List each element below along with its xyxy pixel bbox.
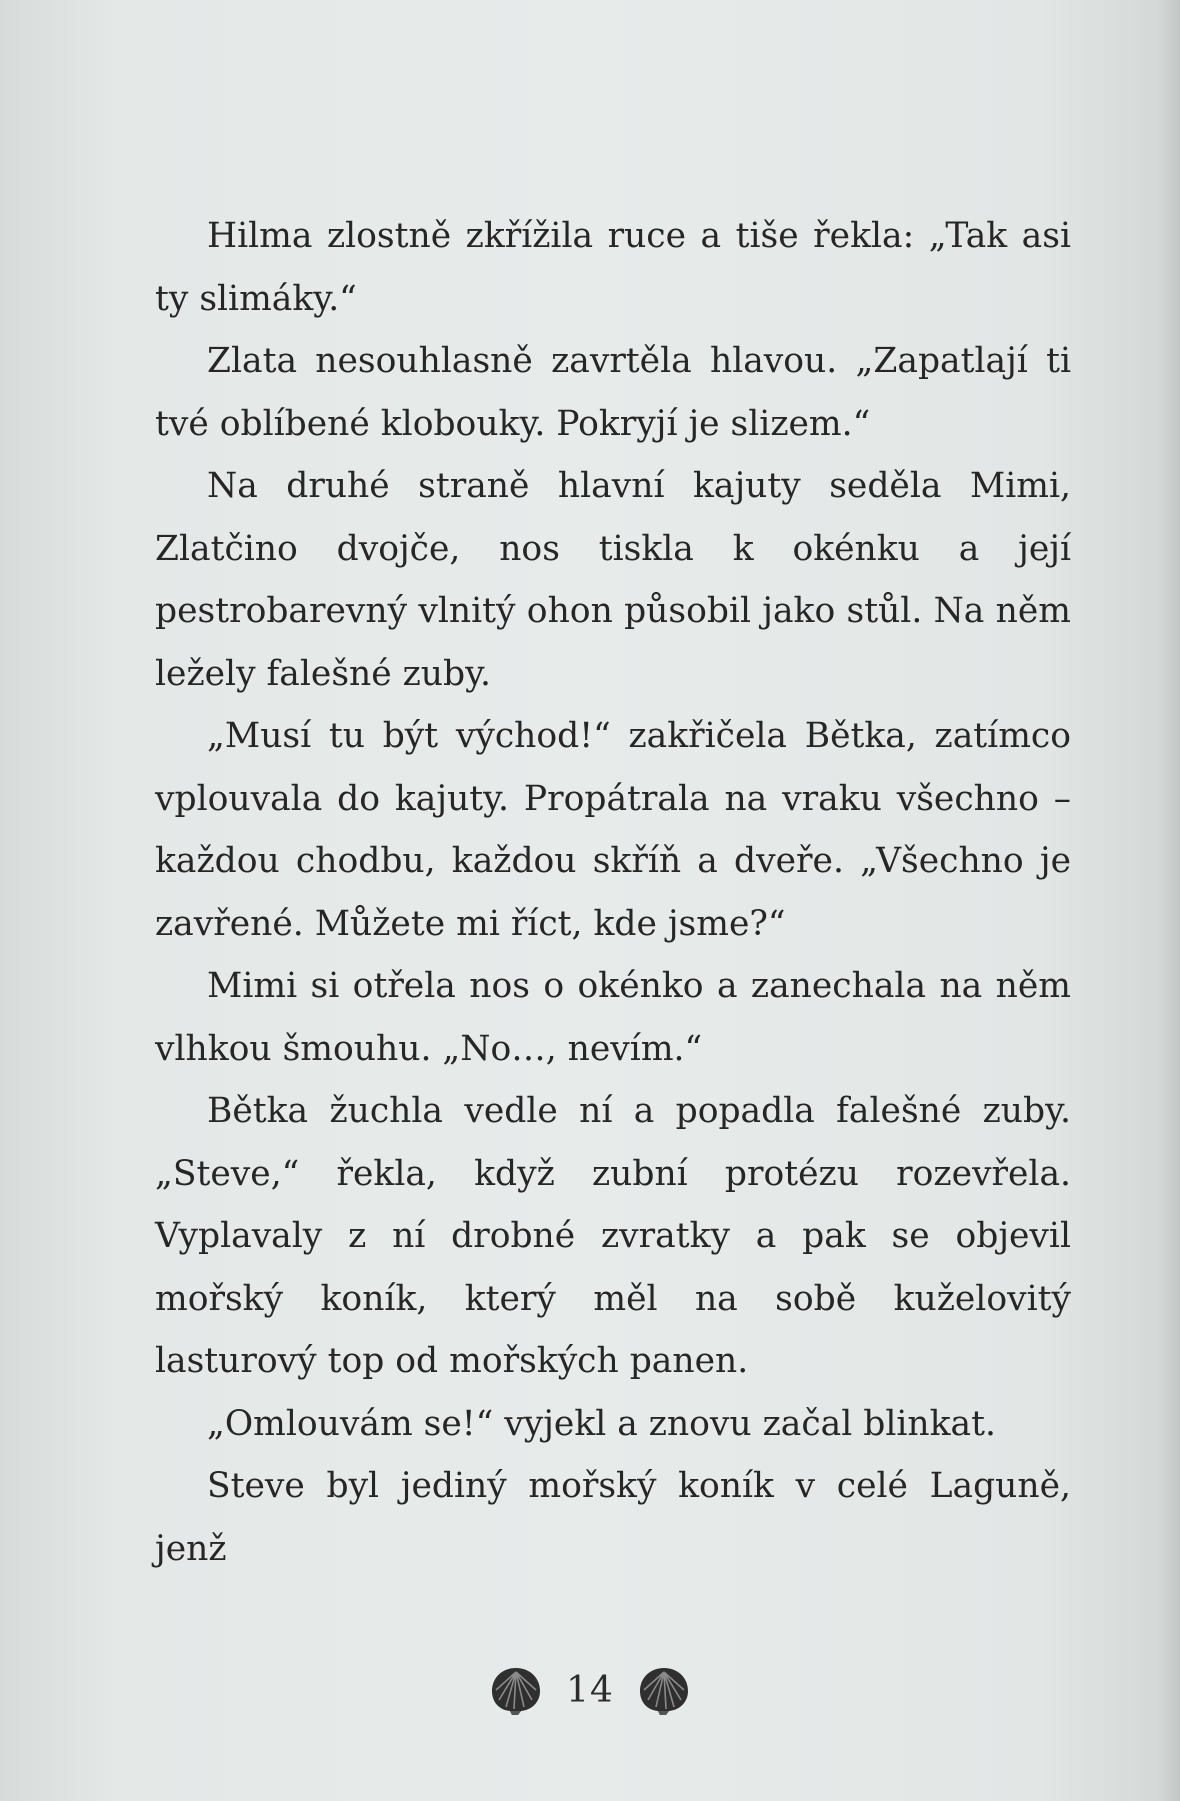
- shell-icon: [488, 1662, 544, 1718]
- paragraph: Mimi si otřela nos o okénko a zanechala na něm vlhkou šmouhu. „No…, nevím.“: [155, 966, 1071, 1069]
- paragraph: Na druhé straně hlavní kajuty seděla Mimi, Zlatčino dvojče, nos tiskla k okénku a její pestrobarevný vlnitý ohon působil jako stůl. Na něm ležely falešné zuby.: [155, 466, 1071, 694]
- page-footer: [0, 1655, 1180, 1725]
- paragraph: „Musí tu být východ!“ zakřičela Bětka, zatímco vplouvala do kajuty. Propátrala na vraku všechno – každou chodbu, každou skříň a dveře. „Všechno je zavřené. Můžete mi říct, kde jsme?“: [155, 716, 1071, 944]
- paragraph: „Omlouvám se!“ vyjekl a znovu začal blinkat.: [207, 1403, 996, 1444]
- page-number: 14: [566, 1669, 614, 1711]
- paragraph: Bětka žuchla vedle ní a popadla falešné zuby. „Steve,“ řekla, když zubní protézu rozevřela. Vyplavaly z ní drobné zvratky a pak se objevil mořský koník, který měl na sobě kuželovitý lasturový top od mořských panen.: [155, 1091, 1071, 1381]
- body-text: [155, 205, 1071, 1580]
- paragraph: Steve byl jediný mořský koník v celé Laguně, jenž: [155, 1466, 1071, 1569]
- paragraph: Hilma zlostně zkřížila ruce a tiše řekla: „Tak asi ty slimáky.“: [155, 216, 1071, 319]
- shell-icon: [636, 1662, 692, 1718]
- paragraph: Zlata nesouhlasně zavrtěla hlavou. „Zapatlají ti tvé oblíbené klobouky. Pokryjí je slizem.“: [155, 341, 1071, 444]
- page-edge-shadow: [1158, 0, 1180, 1801]
